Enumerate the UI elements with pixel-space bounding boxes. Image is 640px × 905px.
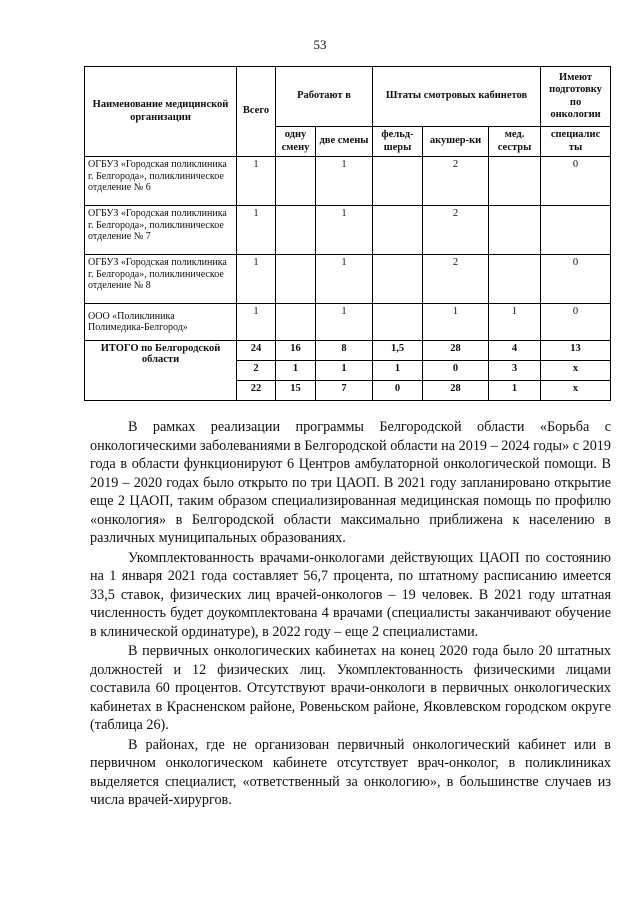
header-one-shift: одну смену	[276, 127, 316, 157]
page-number: 53	[313, 37, 327, 52]
cell-nurses: 1	[489, 381, 541, 401]
cell-midwife: 28	[423, 341, 489, 361]
cell-two-shifts: 1	[316, 255, 373, 304]
cell-feldsher: 0	[373, 381, 423, 401]
table-row	[85, 304, 611, 341]
staff-table	[84, 66, 611, 401]
cell-midwife: 0	[423, 361, 489, 381]
total-label: ИТОГО по Белгородской области	[85, 341, 237, 401]
cell-two-shifts: 8	[316, 341, 373, 361]
cell-feldsher	[373, 157, 423, 206]
header-org: Наименование медицинской организации	[85, 67, 237, 157]
cell-one-shift: 1	[276, 361, 316, 381]
cell-specialists: х	[541, 381, 611, 401]
paragraph: В рамках реализации программы Белгородской области «Борьба с онкологическими заболеваниями в Белгородской области на 2019 – 2024 годы» с 2019 года в области функционируют 6 Центров амбулаторной онкологической помощи. В 2019 – 2020 годах было открыто по три ЦАОП. В 2021 году запланировано открытие еще 2 ЦАОП, таким образом специализированная медицинская помощь по профилю «онкология» в Белгородской области максимально приближена к населению в различных муниципальных образованиях.	[90, 419, 611, 546]
cell-specialists	[541, 206, 611, 255]
cell-total: 1	[237, 206, 276, 255]
cell-midwife: 2	[423, 157, 489, 206]
cell-two-shifts: 1	[316, 157, 373, 206]
org-name: ОГБУЗ «Городская поликлиника г. Белгорода», поликлиническое отделение № 6	[85, 157, 237, 206]
cell-total: 1	[237, 255, 276, 304]
cell-nurses: 1	[489, 304, 541, 341]
cell-one-shift	[276, 304, 316, 341]
cell-total: 2	[237, 361, 276, 381]
cell-one-shift: 15	[276, 381, 316, 401]
org-name: ОГБУЗ «Городская поликлиника г. Белгорода», поликлиническое отделение № 7	[85, 206, 237, 255]
cell-one-shift: 16	[276, 341, 316, 361]
cell-midwife: 2	[423, 255, 489, 304]
cell-midwife: 28	[423, 381, 489, 401]
cell-nurses: 4	[489, 341, 541, 361]
cell-two-shifts: 1	[316, 361, 373, 381]
header-specialists: специалис ты	[541, 127, 611, 157]
header-nurses: мед. сестры	[489, 127, 541, 157]
header-total: Всего	[237, 67, 276, 157]
cell-two-shifts: 7	[316, 381, 373, 401]
paragraph: В первичных онкологических кабинетах на конец 2020 года было 20 штатных должностей и 12 физических лиц. Укомплектованность физическими лицами составила 60 процентов. Отсутствуют врачи-онкологи в первичных онкологических кабинетах в Красненском районе, Ровеньском районе, Яковлевском городском округе (таблица 26).	[90, 643, 611, 733]
org-name: ООО «Поликлиника Полимедика-Белгород»	[85, 304, 237, 341]
cell-feldsher	[373, 304, 423, 341]
body-text	[90, 418, 611, 811]
org-name: ОГБУЗ «Городская поликлиника г. Белгорода», поликлиническое отделение № 8	[85, 255, 237, 304]
table-row	[85, 255, 611, 304]
cell-specialists: 0	[541, 157, 611, 206]
cell-specialists: х	[541, 361, 611, 381]
cell-feldsher: 1,5	[373, 341, 423, 361]
header-midwife: акушер-ки	[423, 127, 489, 157]
header-work-group: Работают в	[276, 67, 373, 127]
cell-nurses: 3	[489, 361, 541, 381]
cell-two-shifts: 1	[316, 206, 373, 255]
cell-midwife: 1	[423, 304, 489, 341]
header-two-shifts: две смены	[316, 127, 373, 157]
cell-specialists: 0	[541, 304, 611, 341]
total-row	[85, 341, 611, 361]
cell-specialists: 13	[541, 341, 611, 361]
table-row	[85, 157, 611, 206]
paragraph: Укомплектованность врачами-онкологами действующих ЦАОП по состоянию на 1 января 2021 года составляет 56,7 процента, по штатному расписанию имеется 33,5 ставок, физических лиц врачей-онкологов – 19 человек. В 2021 году штатная численность будет доукомплектована 4 врачами (специалисты заканчивают обучение в клинической ординатуре), в 2022 году – еще 2 специалистами.	[90, 549, 611, 640]
cell-feldsher	[373, 255, 423, 304]
cell-nurses	[489, 157, 541, 206]
header-row-1	[85, 67, 611, 127]
cell-one-shift	[276, 255, 316, 304]
paragraph: В районах, где не организован первичный онкологический кабинет или в первичном онкологическом кабинете отсутствует врач-онколог, в поликлиниках выделяется специалист, «ответственный за онкологию», в большинстве случаев из числа врачей-хирургов.	[90, 736, 611, 808]
header-feldsher: фельд-шеры	[373, 127, 423, 157]
cell-total: 24	[237, 341, 276, 361]
cell-midwife: 2	[423, 206, 489, 255]
cell-feldsher	[373, 206, 423, 255]
header-staff-group: Штаты смотровых кабинетов	[373, 67, 541, 127]
cell-nurses	[489, 255, 541, 304]
cell-two-shifts: 1	[316, 304, 373, 341]
cell-specialists: 0	[541, 255, 611, 304]
cell-total: 1	[237, 304, 276, 341]
cell-one-shift	[276, 206, 316, 255]
cell-total: 22	[237, 381, 276, 401]
cell-nurses	[489, 206, 541, 255]
table-row	[85, 206, 611, 255]
cell-feldsher: 1	[373, 361, 423, 381]
header-training-group: Имеют подготовку по онкологии	[541, 67, 611, 127]
cell-one-shift	[276, 157, 316, 206]
cell-total: 1	[237, 157, 276, 206]
